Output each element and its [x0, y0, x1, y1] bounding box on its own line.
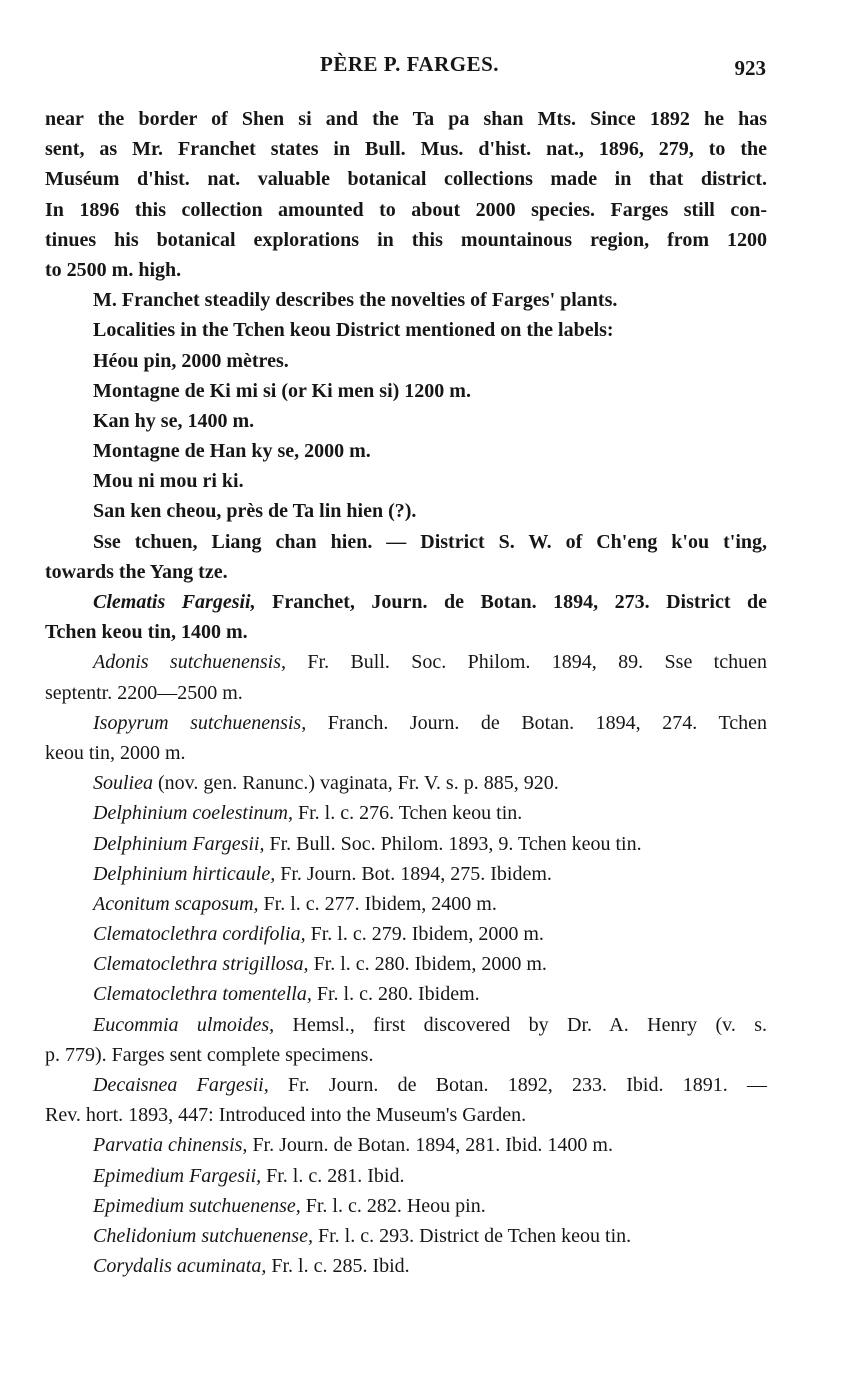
line-text: Localities in the Tchen keou District mentioned on the labels:	[93, 319, 614, 342]
species-name: Eucommia ulmoides,	[93, 1013, 275, 1036]
text-line	[45, 889, 767, 919]
line-text: Fr. l. c. 282. Heou pin.	[300, 1194, 486, 1217]
text-line	[45, 1070, 767, 1100]
line-text: Fr. l. c. 280. Ibidem.	[311, 983, 480, 1006]
species-name: Epimedium Fargesii,	[93, 1164, 262, 1187]
line-text: In 1896 this collection amounted to about 2000 species. Farges still con-	[45, 198, 767, 221]
line-text: Fr. Bull. Soc. Philom. 1893, 9. Tchen keou tin.	[264, 832, 642, 855]
line-text: Fr. l. c. 293. District de Tchen keou tin.	[312, 1224, 632, 1247]
line-text: (nov. gen. Ranunc.) vaginata, Fr. V. s. p. 885, 920.	[153, 772, 559, 795]
line-text: Fr. Bull. Soc. Philom. 1894, 89. Sse tchuen	[286, 651, 767, 674]
line-text: Montagne de Ki mi si (or Ki men si) 1200 m.	[93, 379, 471, 402]
text-body	[45, 104, 767, 1281]
text-line	[45, 1191, 767, 1221]
species-name: Epimedium sutchuenense,	[93, 1194, 301, 1217]
text-line	[45, 1251, 767, 1281]
line-text: Mou ni mou ri ki.	[93, 470, 244, 493]
line-text: Montagne de Han ky se, 2000 m.	[93, 440, 371, 463]
text-line	[45, 557, 767, 587]
text-line	[45, 104, 767, 134]
line-text: Fr. l. c. 281. Ibid.	[261, 1164, 405, 1187]
line-text: San ken cheou, près de Ta lin hien (?).	[93, 500, 417, 523]
line-text: Muséum d'hist. nat. valuable botanical collections made in that district.	[45, 168, 767, 191]
line-text: Fr. Journ. de Botan. 1892, 233. Ibid. 1891. —	[268, 1074, 767, 1096]
line-text: Franchet, Journ. de Botan. 1894, 273. District de	[255, 591, 767, 613]
species-name: Parvatia chinensis,	[93, 1134, 248, 1157]
line-text: Sse tchuen, Liang chan hien. — District S. W. of Ch'eng k'ou t'ing,	[93, 530, 767, 553]
text-line	[45, 1221, 767, 1251]
species-name: Souliea	[93, 772, 153, 795]
line-text: Fr. Journ. Bot. 1894, 275. Ibidem.	[275, 862, 552, 885]
line-text: p. 779). Farges sent complete specimens.	[45, 1043, 374, 1066]
text-line	[45, 647, 767, 677]
line-text: Héou pin, 2000 mètres.	[93, 349, 289, 372]
species-name: Corydalis acuminata,	[93, 1255, 267, 1278]
page-number: 923	[734, 56, 766, 80]
text-line	[45, 164, 767, 194]
species-name: Delphinium Fargesii,	[93, 832, 265, 855]
line-text: Kan hy se, 1400 m.	[93, 409, 255, 432]
text-line	[45, 134, 767, 164]
text-line	[45, 617, 767, 647]
text-line	[45, 496, 767, 526]
text-line	[45, 285, 767, 315]
line-text: towards the Yang tze.	[45, 560, 228, 583]
text-line	[45, 738, 767, 768]
line-text: Fr. l. c. 285. Ibid.	[266, 1255, 410, 1278]
species-name: Adonis sutchuenensis,	[93, 651, 287, 674]
running-title: PÈRE P. FARGES.	[320, 52, 500, 76]
line-text: sent, as Mr. Franchet states in Bull. Mus. d'hist. nat., 1896, 279, to the	[45, 138, 767, 161]
line-text: near the border of Shen si and the Ta pa shan Mts. Since 1892 he has	[45, 108, 767, 130]
text-line	[45, 949, 767, 979]
line-text: tinues his botanical explorations in this mountainous region, from 1200	[45, 228, 767, 251]
species-name: Clematoclethra strigillosa,	[93, 953, 309, 976]
text-line	[45, 315, 767, 345]
text-line	[45, 527, 767, 557]
text-line	[45, 1161, 767, 1191]
line-text: Rev. hort. 1893, 447: Introduced into the Museum's Garden.	[45, 1104, 527, 1127]
line-text: keou tin, 2000 m.	[45, 741, 186, 764]
text-line	[45, 406, 767, 436]
text-line	[45, 708, 767, 738]
line-text: Fr. l. c. 277. Ibidem, 2400 m.	[258, 892, 497, 915]
species-name: Clematoclethra tomentella,	[93, 983, 312, 1006]
text-line	[45, 376, 767, 406]
species-name: Chelidonium sutchuenense,	[93, 1224, 313, 1247]
text-line	[45, 979, 767, 1009]
text-line	[45, 1100, 767, 1130]
text-line	[45, 346, 767, 376]
line-text: Fr. Journ. de Botan. 1894, 281. Ibid. 1400 m.	[247, 1134, 613, 1157]
line-text: Hemsl., first discovered by Dr. A. Henry (v. s.	[274, 1013, 767, 1036]
line-text: Fr. l. c. 276. Tchen keou tin.	[292, 802, 523, 825]
page-header	[0, 52, 850, 86]
species-name: Clematoclethra cordifolia,	[93, 923, 306, 946]
line-text: to 2500 m. high.	[45, 258, 182, 281]
text-line	[45, 1040, 767, 1070]
line-text: septentr. 2200—2500 m.	[45, 681, 243, 704]
text-line	[45, 436, 767, 466]
text-line	[45, 255, 767, 285]
text-line	[45, 829, 767, 859]
line-text: Fr. l. c. 280. Ibidem, 2000 m.	[308, 953, 547, 976]
text-line	[45, 768, 767, 798]
species-name: Delphinium hirticaule,	[93, 862, 276, 885]
text-line	[45, 587, 767, 617]
line-text: Fr. l. c. 279. Ibidem, 2000 m.	[305, 923, 544, 946]
line-text: M. Franchet steadily describes the novelties of Farges' plants.	[93, 289, 618, 312]
species-name: Delphinium coelestinum,	[93, 802, 293, 825]
species-name: Clematis Fargesii,	[93, 591, 256, 613]
text-line	[45, 466, 767, 496]
species-name: Isopyrum sutchuenensis,	[93, 711, 307, 734]
line-text: Franch. Journ. de Botan. 1894, 274. Tchen	[306, 711, 768, 734]
text-line	[45, 1010, 767, 1040]
species-name: Aconitum scaposum,	[93, 892, 259, 915]
text-line	[45, 919, 767, 949]
line-text: Tchen keou tin, 1400 m.	[45, 621, 248, 644]
text-line	[45, 225, 767, 255]
text-line	[45, 859, 767, 889]
text-line	[45, 195, 767, 225]
text-line	[45, 678, 767, 708]
species-name: Decaisnea Fargesii,	[93, 1074, 269, 1096]
text-line	[45, 1130, 767, 1160]
text-line	[45, 798, 767, 828]
